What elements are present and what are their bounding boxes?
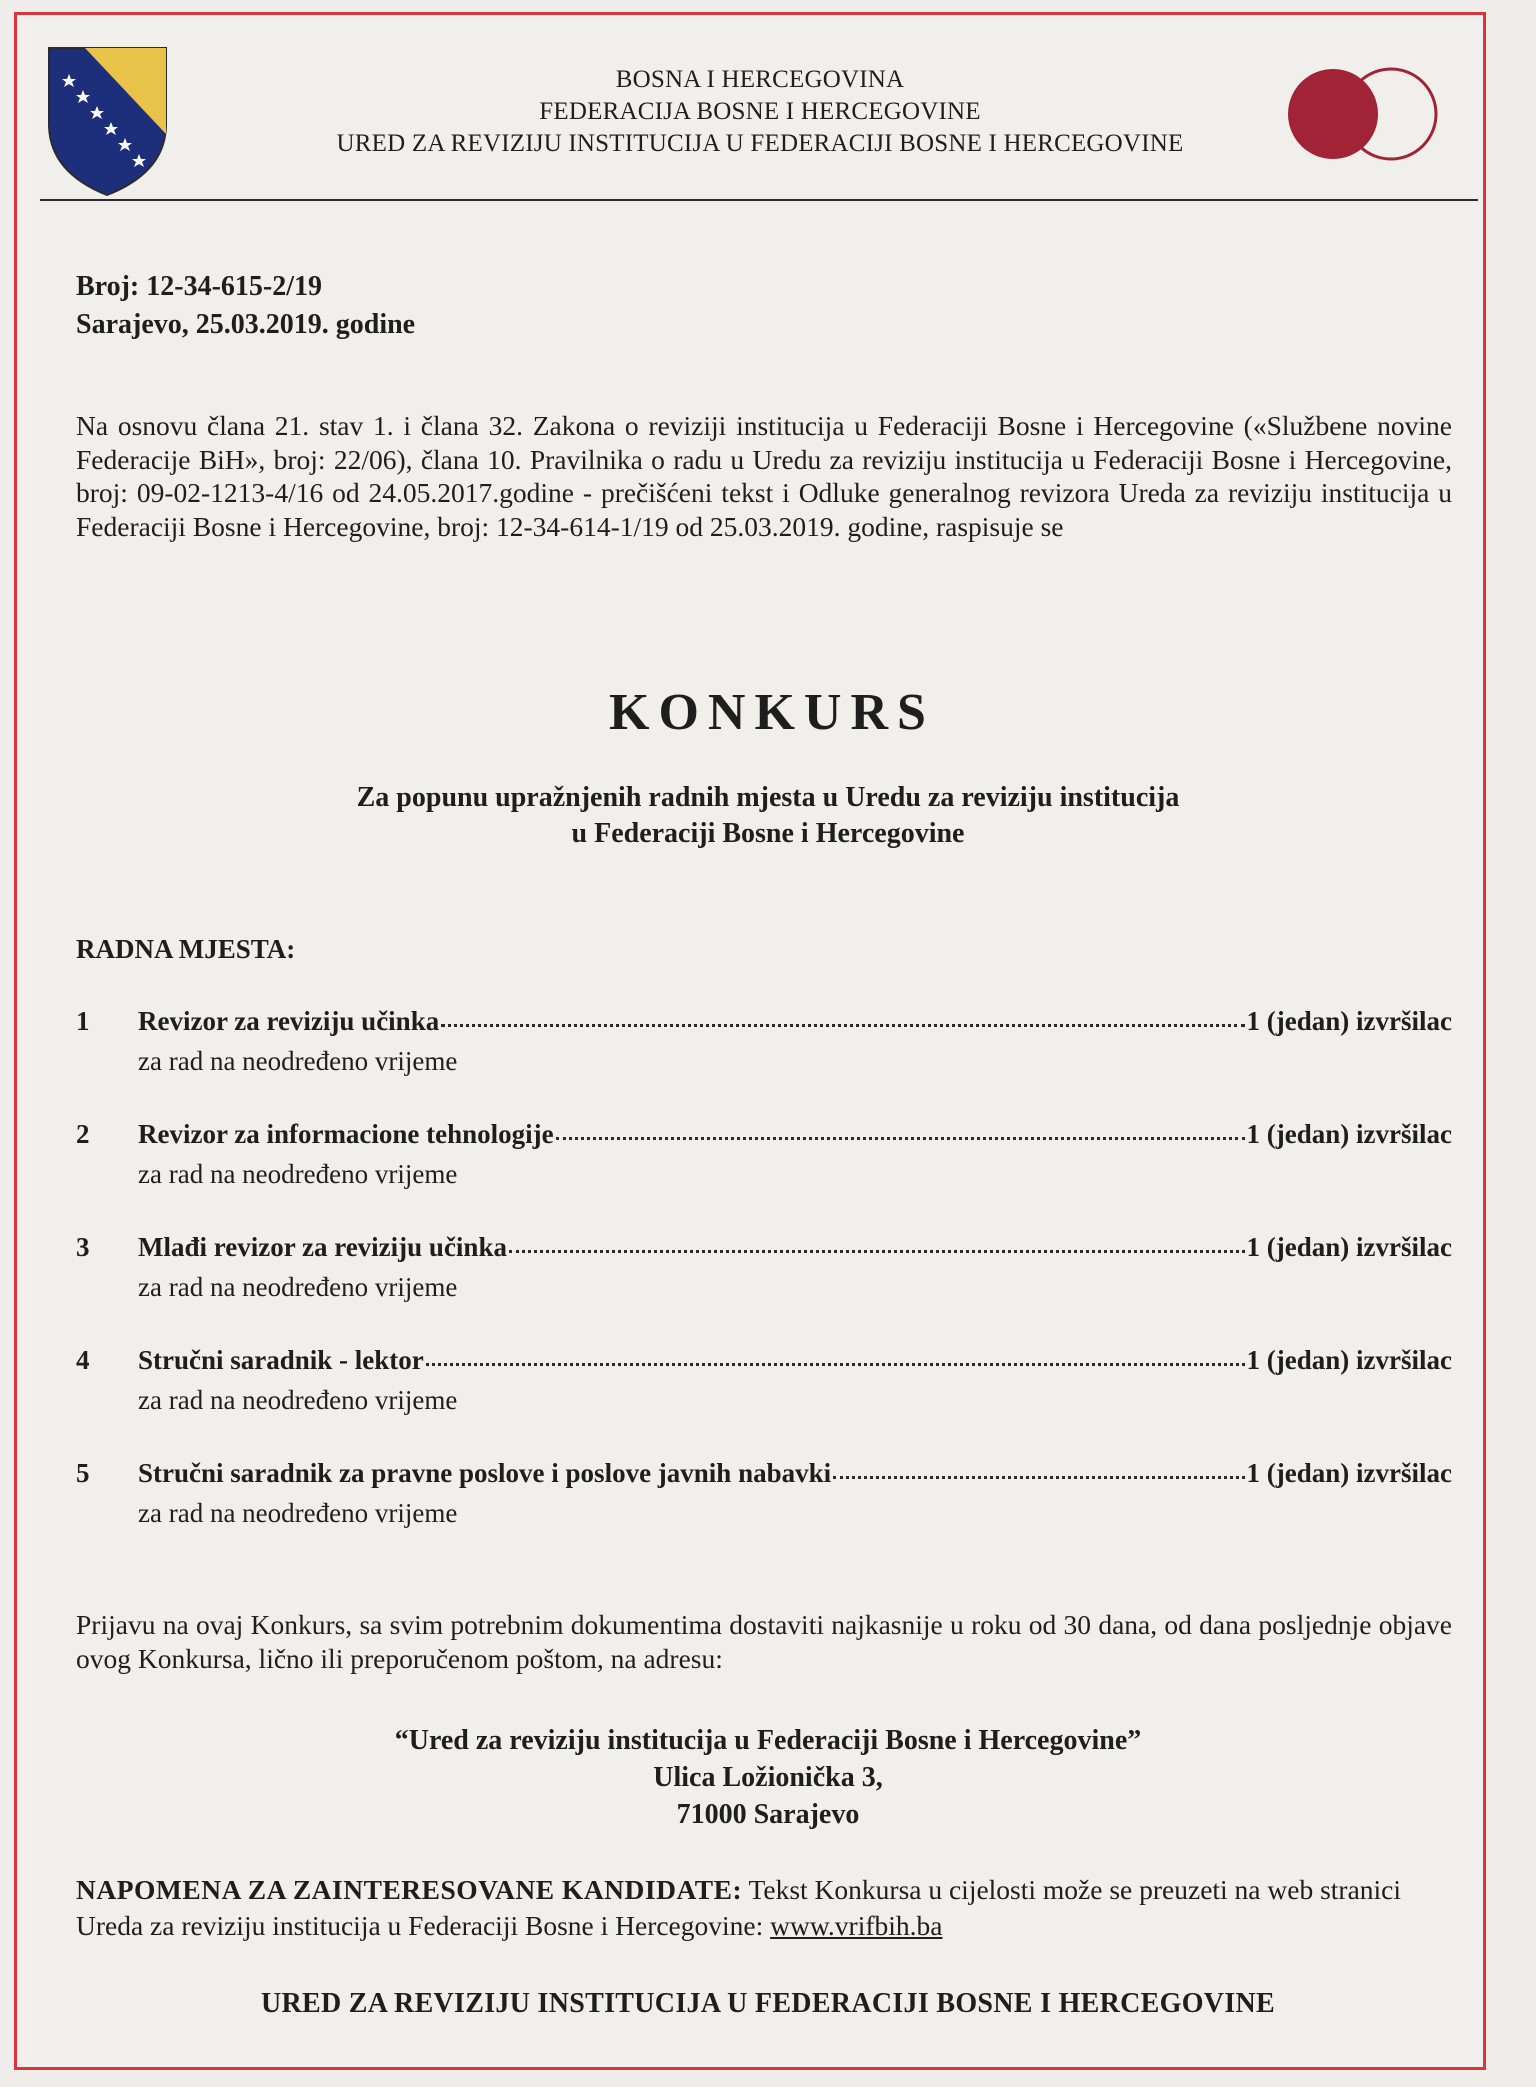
dot-leader [509,1248,1245,1253]
address-city: 71000 Sarajevo [676,1799,860,1830]
dot-leader [833,1474,1244,1479]
header-divider [40,199,1478,201]
position-number: 1 [76,1006,90,1036]
position-term: za rad na neodređeno vrijeme [138,1498,458,1528]
candidate-note [76,1872,1456,1944]
reference-block [76,268,415,344]
position-term: za rad na neodređeno vrijeme [138,1385,458,1415]
position-term: za rad na neodređeno vrijeme [138,1046,458,1076]
position-item [76,1458,1452,1571]
document-title: KONKURS [609,684,935,741]
position-count: 1 (jedan) izvršilac [1246,1006,1452,1036]
audit-office-logo-icon [1285,66,1473,162]
position-title: Revizor za reviziju učinka [138,1006,440,1036]
note-text: Tekst Konkursa u cijelosti može se preuzeti na web stranici Ureda za reviziju institucija u Federaciji Bosne i Hercegovine: [76,1874,1402,1941]
position-item [76,1345,1452,1458]
subtitle-line-1: Za popunu upražnjenih radnih mjesta u Uredu za reviziju institucija [356,782,1180,813]
dot-leader [556,1135,1245,1140]
document-header [230,64,1290,160]
position-item [76,1232,1452,1345]
dot-leader [426,1361,1245,1366]
reference-number: Broj: 12-34-615-2/19 [76,271,322,302]
position-item [76,1119,1452,1232]
document-subtitle [0,780,1536,852]
position-title: Revizor za informacione tehnologije [138,1119,554,1149]
position-count: 1 (jedan) izvršilac [1246,1119,1452,1149]
subtitle-line-2: u Federaciji Bosne i Hercegovine [571,818,965,849]
position-title: Stručni saradnik - lektor [138,1345,424,1375]
mailing-address [0,1722,1536,1833]
bih-coat-of-arms-icon [45,44,170,199]
position-title: Stručni saradnik za pravne poslove i poslove javnih nabavki [138,1458,832,1488]
intro-paragraph: Na osnovu člana 21. stav 1. i člana 32. Zakona o reviziji institucija u Federaciji Bosne i Hercegovine («Službene novine Federacije BiH», broj: 22/06), člana 10. Pravilnika o radu u Uredu za reviziju institucija u Federaciji Bosne i Hercegovine, broj: 09-02-1213-4/16 od 24.05.2017.godine - prečišćeni tekst i Odluke generalnog revizora Ureda za reviziju institucija u Federaciji Bosne i Hercegovine, broj: 12-34-614-1/19 od 25.03.2019. godine, raspisuje se [76,410,1452,542]
dot-leader [441,1022,1244,1027]
address-recipient: “Ured za reviziju institucija u Federaciji Bosne i Hercegovine” [394,1725,1142,1756]
header-federation: FEDERACIJA BOSNE I HERCEGOVINE [539,98,981,125]
position-title: Mlađi revizor za reviziju učinka [138,1232,507,1262]
position-count: 1 (jedan) izvršilac [1246,1345,1452,1375]
header-office: URED ZA REVIZIJU INSTITUCIJA U FEDERACIJI BOSNE I HERCEGOVINE [336,130,1184,157]
position-number: 5 [76,1458,90,1488]
position-number: 2 [76,1119,90,1149]
position-count: 1 (jedan) izvršilac [1246,1232,1452,1262]
document-footer: URED ZA REVIZIJU INSTITUCIJA U FEDERACIJI BOSNE I HERCEGOVINE [260,1988,1276,2019]
website-link[interactable]: www.vrifbih.ba [770,1910,943,1941]
position-term: za rad na neodređeno vrijeme [138,1159,458,1189]
position-number: 4 [76,1345,90,1375]
position-term: za rad na neodređeno vrijeme [138,1272,458,1302]
application-paragraph: Prijavu na ovaj Konkurs, sa svim potrebnim dokumentima dostaviti najkasnije u roku od 30 dana, od dana posljednje objave ovog Konkursa, lično ili preporučenom poštom, na adresu: [76,1609,1452,1674]
header-country: BOSNA I HERCEGOVINA [615,66,905,93]
reference-date: Sarajevo, 25.03.2019. godine [76,309,416,340]
position-count: 1 (jedan) izvršilac [1246,1458,1452,1488]
positions-list [76,1006,1452,1571]
position-number: 3 [76,1232,90,1262]
address-street: Ulica Ložionička 3, [653,1762,883,1793]
position-item [76,1006,1452,1119]
note-label: NAPOMENA ZA ZAINTERESOVANE KANDIDATE: [76,1874,743,1905]
positions-heading: RADNA MJESTA: [76,934,296,964]
